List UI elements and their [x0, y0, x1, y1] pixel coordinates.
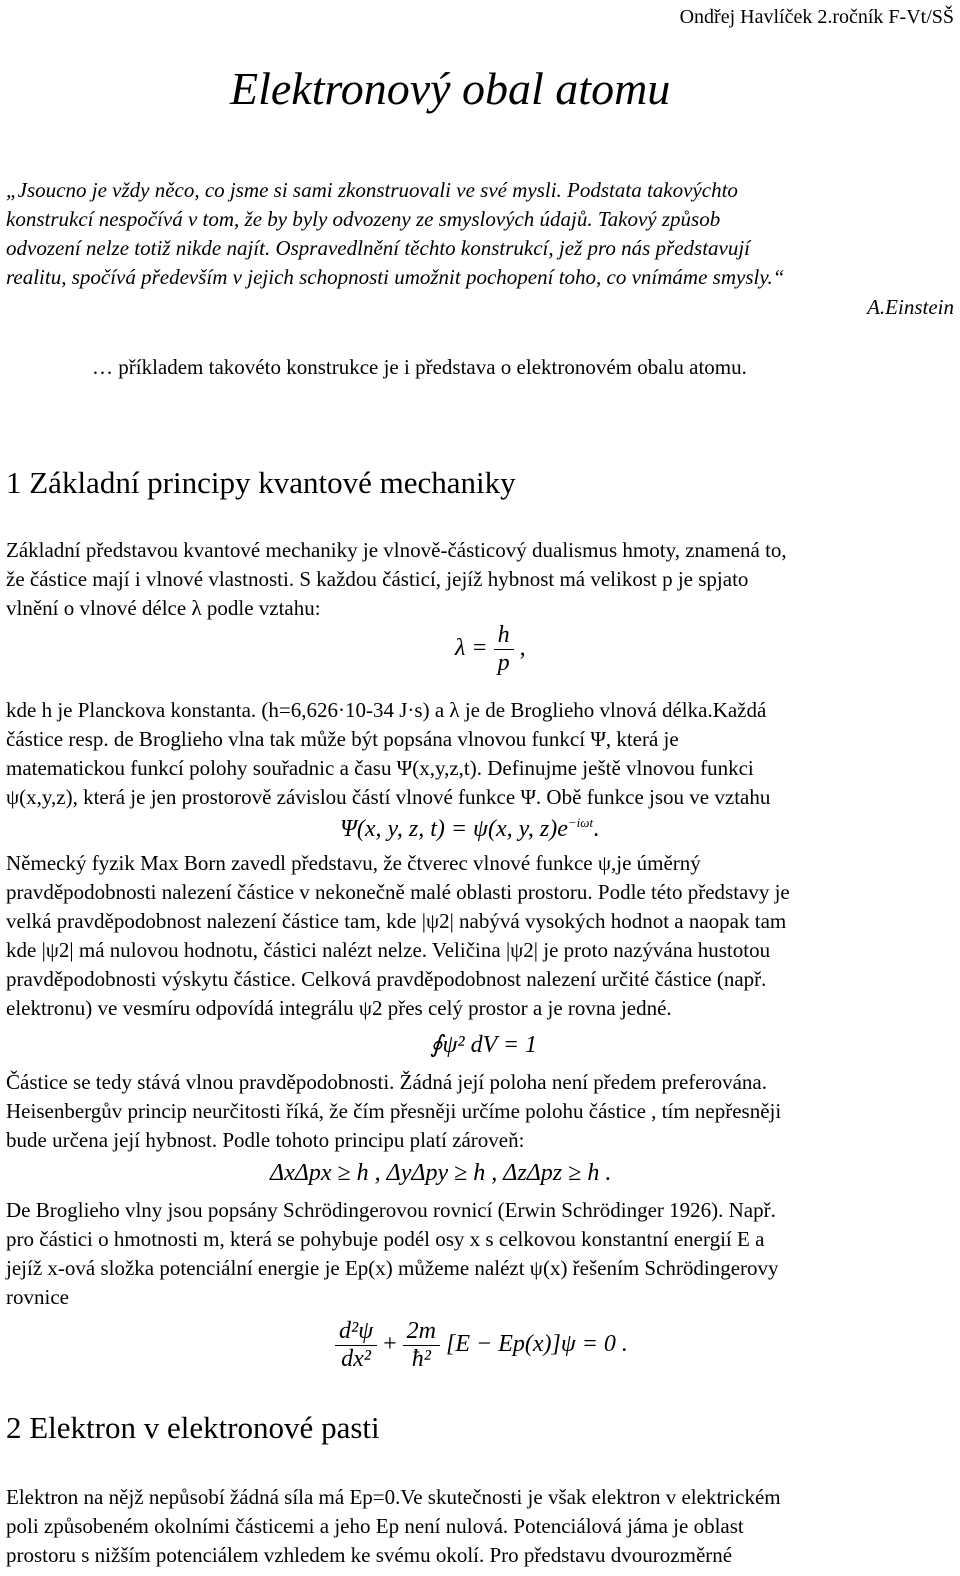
- paragraph-line: bude určena její hybnost. Podle tohoto principu platí zároveň:: [6, 1128, 525, 1152]
- paragraph-line: poli způsobeném okolními částicemi a jeho Ep není nulová. Potenciálová jáma je oblast: [6, 1514, 744, 1538]
- equation-uncertainty: ΔxΔpx ≥ h , ΔyΔpy ≥ h , ΔzΔpz ≥ h .: [270, 1160, 612, 1186]
- paragraph-line: Heisenbergův princip neurčitosti říká, že čím přesněji určíme polohu částice , tím nepřesněji: [6, 1099, 782, 1123]
- paragraph-line: pravděpodobnosti nalezení částice v nekonečně malé oblasti prostoru. Podle této představy je: [6, 880, 790, 904]
- paragraph-line: elektronu) ve vesmíru odpovídá integrálu ψ2 přes celý prostor a je rovna jedné.: [6, 996, 672, 1020]
- paragraph-line: Elektron na nějž nepůsobí žádná síla má Ep=0.Ve skutečnosti je však elektron v elektrickém: [6, 1485, 781, 1509]
- quote-line: realitu, spočívá především v jejich schopnosti umožnit pochopení toho, co vnímáme smysly.“: [6, 265, 785, 289]
- paragraph-line: pro částici o hmotnosti m, která se pohybuje podél osy x s celkovou konstantní energií E a: [6, 1227, 765, 1251]
- paragraph-line: rovnice: [6, 1285, 69, 1309]
- page-title: Elektronový obal atomu: [230, 63, 671, 114]
- quote-line: konstrukcí nespočívá v tom, že by byly odvozeny ze smyslových údajů. Takový způsob: [6, 207, 721, 231]
- equation-schrodinger: $\frac{\text{d²ψ}}{\text{dx²}}$ + $\frac{2m}{\text{ħ²}}$ [E − Ep(x)]ψ = 0 .: [335, 1318, 628, 1373]
- paragraph-line: Částice se tedy stává vlnou pravděpodobnosti. Žádná její poloha není předem preferována.: [6, 1070, 768, 1094]
- paragraph-line: De Broglieho vlny jsou popsány Schrödingerovou rovnicí (Erwin Schrödinger 1926). Např.: [6, 1198, 776, 1222]
- quote-author: A.Einstein: [867, 295, 954, 319]
- quote-line: odvození nelze totiž nikde najít. Ospravedlnění těchto konstrukcí, jež pro nás představují: [6, 236, 751, 260]
- paragraph-line: vlnění o vlnové délce λ podle vztahu:: [6, 596, 321, 620]
- paragraph-line: kde h je Planckova konstanta. (h=6,626·10-34 J·s) a λ je de Broglieho vlnová délka.Každá: [6, 698, 767, 722]
- equation-wavelength: λ = $\frac{h}{p}$ ,: [455, 622, 526, 676]
- paragraph-line: Základní představou kvantové mechaniky je vlnově-částicový dualismus hmoty, znamená to,: [6, 538, 787, 562]
- paragraph-line: že částice mají i vlnové vlastnosti. S každou částicí, jejíž hybnost má velikost p je spjato: [6, 567, 749, 591]
- paragraph-line: prostoru s nižším potenciálem vzhledem ke svému okolí. Pro představu dvourozměrné: [6, 1543, 733, 1567]
- paragraph-line: pravděpodobnosti výskytu částice. Celková pravděpodobnost nalezení určité částice (např.: [6, 967, 767, 991]
- equation-normalization: ∮ψ² dV = 1: [430, 1032, 538, 1058]
- paragraph-line: kde |ψ2| má nulovou hodnotu, částici nalézt nelze. Veličina |ψ2| je proto nazývána hustotou: [6, 938, 771, 962]
- paragraph-line: matematickou funkcí polohy souřadnic a času Ψ(x,y,z,t). Definujme ještě vlnovou funkci: [6, 756, 754, 780]
- section-heading: 2 Elektron v elektronové pasti: [6, 1410, 380, 1445]
- intro-text: … příkladem takovéto konstrukce je i představa o elektronovém obalu atomu.: [92, 355, 747, 379]
- paragraph-line: ψ(x,y,z), která je jen prostorově závislou částí vlnové funkce Ψ. Obě funkce jsou ve vztahu: [6, 785, 771, 809]
- paragraph-line: jejíž x-ová složka potenciální energie je Ep(x) můžeme nalézt ψ(x) řešením Schrödingerovy: [6, 1256, 779, 1280]
- section-heading: 1 Základní principy kvantové mechaniky: [6, 465, 516, 500]
- equation-wavefunction: Ψ(x, y, z, t) = ψ(x, y, $z)e^{-i\omega t}$.: [340, 815, 600, 842]
- paragraph-line: Německý fyzik Max Born zavedl představu, že čtverec vlnové funkce ψ,je úměrný: [6, 851, 701, 875]
- paragraph-line: velká pravděpodobnost nalezení částice tam, kde |ψ2| nabývá vysokých hodnot a naopak tam: [6, 909, 787, 933]
- page-header: Ondřej Havlíček 2.ročník F-Vt/SŠ: [679, 6, 954, 28]
- quote-line: „Jsoucno je vždy něco, co jsme si sami zkonstruovali ve své mysli. Podstata takovýchto: [6, 178, 738, 202]
- paragraph-line: částice resp. de Broglieho vlna tak může být popsána vlnovou funkcí Ψ, která je: [6, 727, 679, 751]
